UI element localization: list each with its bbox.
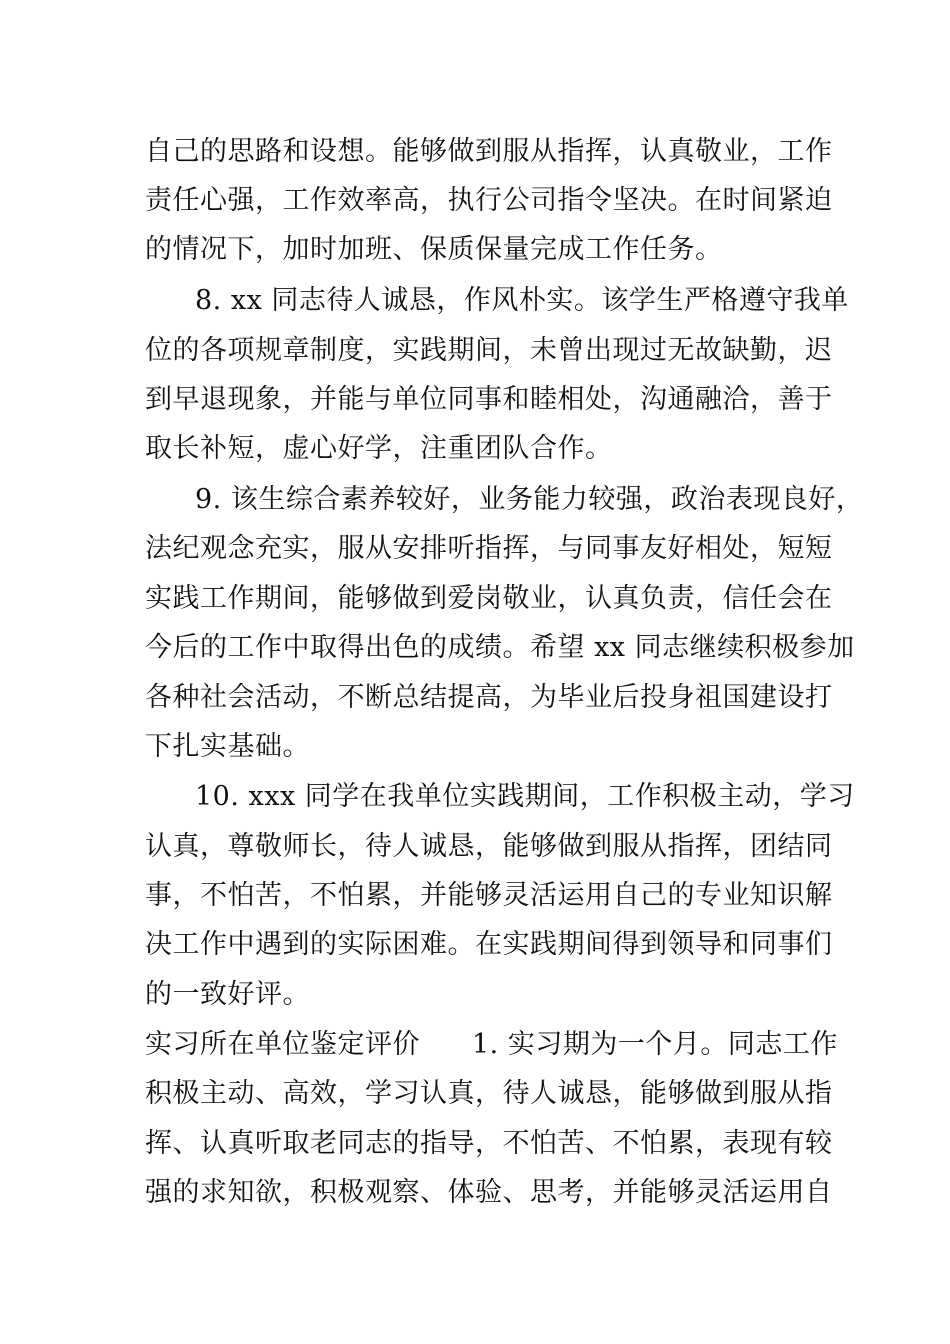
section-heading: 实习所在单位鉴定评价 [145, 1029, 420, 1060]
section-line-2: 积极主动、高效，学习认真，待人诚恳，能够做到服从指 [145, 1078, 833, 1109]
section-line-4: 强的求知欲，积极观察、体验、思考，并能够灵活运用自 [145, 1177, 833, 1208]
paragraph-10-line-2: 认真，尊敬师长，待人诚恳，能够做到服从指挥，团结同 [145, 831, 833, 862]
paragraph-8-line-2: 位的各项规章制度，实践期间，未曾出现过无故缺勤，迟 [145, 335, 833, 366]
paragraph-8-line-1: 8. xx 同志待人诚恳，作风朴实。该学生严格遵守我单 [195, 285, 849, 316]
paragraph-8-line-4: 取长补短，虚心好学，注重团队合作。 [145, 433, 613, 464]
paragraph-9-line-5: 各种社会活动，不断总结提高，为毕业后投身祖国建设打 [145, 682, 833, 713]
section-item-1-start: 1. 实习期为一个月。同志工作 [472, 1029, 838, 1060]
section-line-3: 挥、认真听取老同志的指导，不怕苦、不怕累，表现有较 [145, 1128, 833, 1159]
paragraph-9-line-2: 法纪观念充实，服从安排听指挥，与同事友好相处，短短 [145, 533, 833, 564]
paragraph-7-line-1: 自己的思路和设想。能够做到服从指挥，认真敬业，工作 [145, 136, 833, 167]
section-first-line [145, 1020, 838, 1069]
paragraph-7-line-3: 的情况下，加时加班、保质保量完成工作任务。 [145, 234, 723, 265]
paragraph-8-line-3: 到早退现象，并能与单位同事和睦相处，沟通融洽，善于 [145, 384, 833, 415]
paragraph-9-line-4: 今后的工作中取得出色的成绩。希望 xx 同志继续积极参加 [145, 632, 855, 663]
paragraph-9-line-6: 下扎实基础。 [145, 731, 310, 762]
paragraph-9-line-1: 9. 该生综合素养较好，业务能力较强，政治表现良好， [195, 484, 864, 515]
paragraph-7-line-2: 责任心强，工作效率高，执行公司指令坚决。在时间紧迫 [145, 185, 833, 216]
paragraph-10-line-1: 10. xxx 同学在我单位实践期间，工作积极主动，学习 [195, 781, 855, 812]
paragraph-10-line-4: 决工作中遇到的实际困难。在实践期间得到领导和同事们 [145, 929, 833, 960]
paragraph-9-line-3: 实践工作期间，能够做到爱岗敬业，认真负责，信任会在 [145, 583, 833, 614]
paragraph-10-line-3: 事，不怕苦，不怕累，并能够灵活运用自己的专业知识解 [145, 880, 833, 911]
paragraph-10-line-5: 的一致好评。 [145, 979, 310, 1010]
